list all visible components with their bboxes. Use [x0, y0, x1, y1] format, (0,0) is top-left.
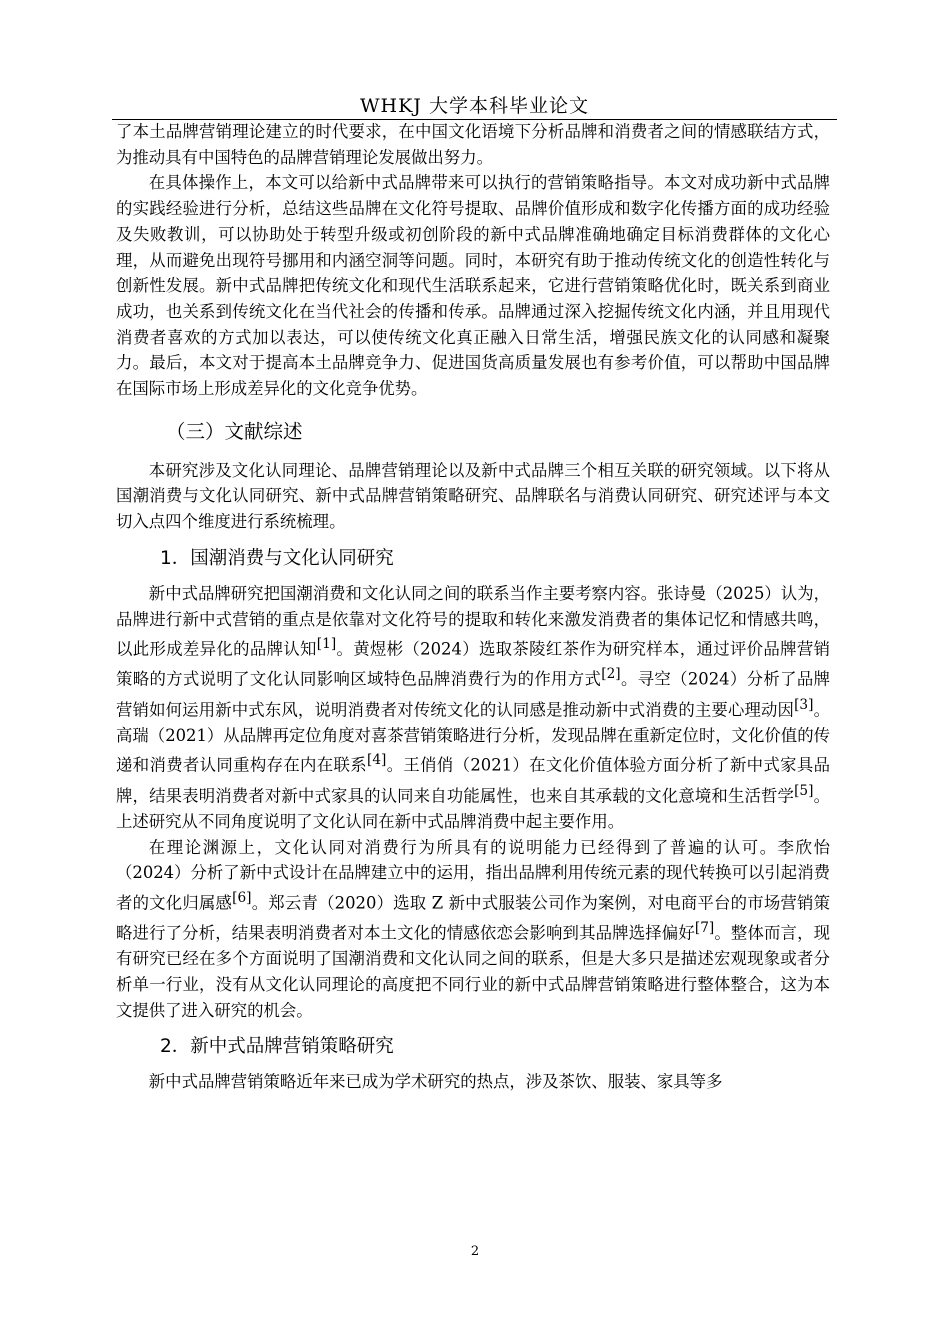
page-content: [116, 119, 830, 1095]
page-number: 2: [470, 1244, 480, 1259]
paragraph-guochao-studies: [116, 581, 830, 835]
text-span: 。王俏俏（2021）在文化价值体验方面分析了新中式家具品牌，结果表明消费者对新中式家具的认同来自功能属性，也来自其承载的文化意境和生活哲学: [116, 755, 831, 806]
citation-ref-3: [3]: [794, 696, 814, 713]
paragraph-continued: 了本土品牌营销理论建立的时代要求，在中国文化语境下分析品牌和消费者之间的情感联结方式，为推动具有中国特色的品牌营销理论发展做出努力。: [116, 122, 830, 167]
text-span: 。黄煜彬（2024）选取茶陵红茶作为研究样本，通过评价品牌营销策略的方式说明了文化认同影响区域特色品牌消费行为的作用方式: [116, 639, 830, 689]
text-span: 。高瑞（2021）从品牌再定位角度对喜茶营销策略进行分析，发现品牌在重新定位时，文化价值的传递和消费者认同重构存在内在联系: [116, 700, 831, 775]
citation-ref-5: [5]: [794, 782, 814, 799]
text-span: 新中式品牌研究把国潮消费和文化认同之间的联系当作主要考察内容。张诗曼（2025）认为，品牌进行新中式营销的重点是依靠对文化符号的提取和转化来激发消费者的集体记忆和情感共鸣，以此形成差异化的品牌认知: [116, 583, 830, 659]
paragraph-marketing-strategy: 新中式品牌营销策略近年来已成为学术研究的热点，涉及茶饮、服装、家具等多: [148, 1072, 723, 1092]
citation-ref-2: [2]: [601, 666, 621, 683]
citation-ref-7: [7]: [694, 920, 715, 937]
subsection-heading-marketing-strategy: 2．新中式品牌营销策略研究: [160, 1036, 394, 1058]
text-span: 。上述研究从不同角度说明了文化认同在新中式品牌消费中起主要作用。: [116, 786, 831, 831]
running-header: WHKJ 大学本科毕业论文: [360, 95, 589, 117]
citation-ref-1: [1]: [316, 636, 337, 653]
subsection-heading-guochao: 1．国潮消费与文化认同研究: [160, 547, 394, 569]
paragraph-practical-significance: 在具体操作上，本文可以给新中式品牌带来可以执行的营销策略指导。本文对成功新中式品牌的实践经验进行分析，总结这些品牌在文化符号提取、品牌价值形成和数字化传播方面的成功经验及失败教训，可以协助处于转型升级或初创阶段的新中式品牌准确地确定目标消费群体的文化心理，从而避免出现符号挪用和内涵空洞等问题。同时，本研究有助于推动传统文化的创造性转化与创新性发展。新中式品牌把传统文化和现代生活联系起来，它进行营销策略优化时，既关系到商业成功，也关系到传统文化在当代社会的传播和传承。品牌通过深入挖掘传统文化内涵，并且用现代消费者喜欢的方式加以表达，可以使传统文化真正融入日常生活，增强民族文化的认同感和凝聚力。最后，本文对于提高本土品牌竞争力、促进国货高质量发展也有参考价值，可以帮助中国品牌在国际市场上形成差异化的文化竞争优势。: [116, 173, 830, 399]
paragraph-review-intro: 本研究涉及文化认同理论、品牌营销理论以及新中式品牌三个相互关联的研究领域。以下将从国潮消费与文化认同研究、新中式品牌营销策略研究、品牌联名与消费认同研究、研究述评与本文切入点四个维度进行系统梳理。: [116, 460, 830, 532]
citation-ref-6: [6]: [232, 889, 252, 906]
text-span: 。整体而言，现有研究已经在多个方面说明了国潮消费和文化认同之间的联系，但是大多只是描述宏观现象或者分析单一行业，没有从文化认同理论的高度把不同行业的新中式品牌营销策略进行整体整合，这为本文提供了进入研究的机会。: [116, 923, 831, 1020]
text-span: 。寻空（2024）分析了品牌营销如何运用新中式东风，说明消费者对传统文化的认同感是推动新中式消费的主要心理动因: [116, 669, 830, 720]
text-span: 在理论渊源上，文化认同对消费行为所具有的说明能力已经得到了普遍的认可。李欣怡（2024）分析了新中式设计在品牌建立中的运用，指出品牌利用传统元素的现代转换可以引起消费者的文化归属感: [116, 837, 830, 913]
section-heading-literature-review: （三）文献综述: [166, 419, 303, 443]
paragraph-theory-origins: [116, 835, 830, 1024]
text-span: 。郑云青（2020）选取 Z 新中式服装公司作为案例，对电商平台的市场营销策略进行了分析，结果表明消费者对本土文化的情感依恋会影响到其品牌选择偏好: [116, 893, 830, 943]
citation-ref-4: [4]: [367, 752, 387, 769]
